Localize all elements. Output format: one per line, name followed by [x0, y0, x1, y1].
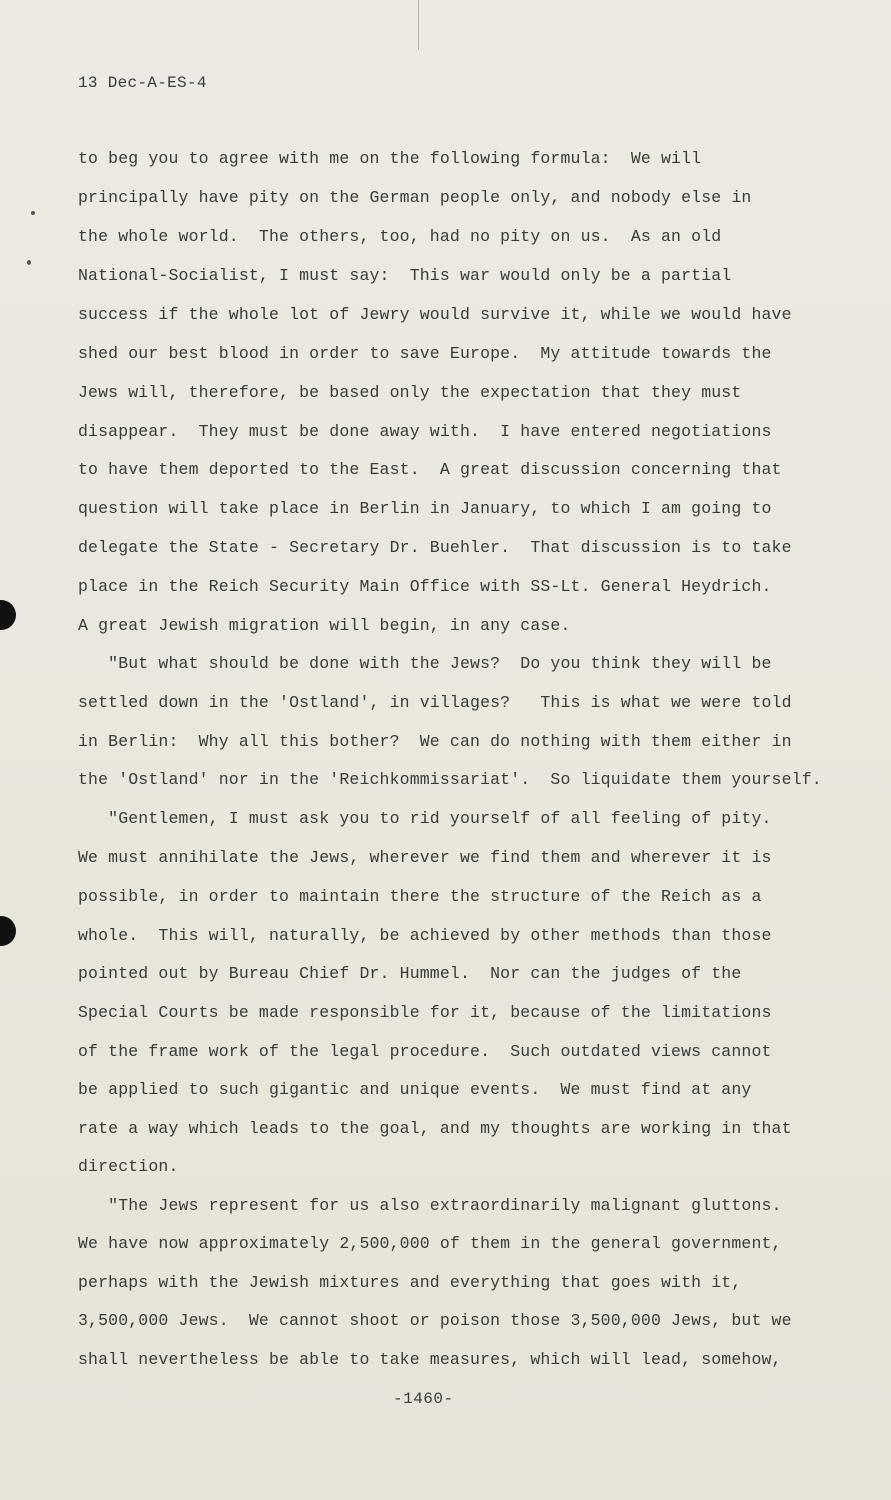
- text-line: possible, in order to maintain there the structure of the Reich as a: [78, 887, 762, 906]
- text-line: principally have pity on the German people only, and nobody else in: [78, 188, 752, 207]
- text-line: Special Courts be made responsible for it, because of the limitations: [78, 1003, 772, 1022]
- text-line: place in the Reich Security Main Office with SS-Lt. General Heydrich.: [78, 577, 772, 596]
- text-line: whole. This will, naturally, be achieved by other methods than those: [78, 926, 772, 945]
- text-line: disappear. They must be done away with. I have entered negotiations: [78, 422, 772, 441]
- page-number: -1460-: [393, 1390, 454, 1408]
- text-line: to have them deported to the East. A great discussion concerning that: [78, 460, 782, 479]
- text-line: question will take place in Berlin in January, to which I am going to: [78, 499, 772, 518]
- text-line: the 'Ostland' nor in the 'Reichkommissariat'. So liquidate them yourself.: [78, 770, 822, 789]
- text-line: A great Jewish migration will begin, in any case.: [78, 616, 571, 635]
- text-line: shed our best blood in order to save Europe. My attitude towards the: [78, 344, 772, 363]
- ink-speck: [27, 260, 31, 265]
- text-line: of the frame work of the legal procedure. Such outdated views cannot: [78, 1042, 772, 1061]
- text-line: delegate the State - Secretary Dr. Buehler. That discussion is to take: [78, 538, 792, 557]
- text-line: rate a way which leads to the goal, and my thoughts are working in that: [78, 1119, 792, 1138]
- text-line: 3,500,000 Jews. We cannot shoot or poison those 3,500,000 Jews, but we: [78, 1311, 792, 1330]
- text-line: in Berlin: Why all this bother? We can do nothing with them either in: [78, 732, 792, 751]
- text-line: We must annihilate the Jews, wherever we find them and wherever it is: [78, 848, 772, 867]
- text-line: We have now approximately 2,500,000 of them in the general government,: [78, 1234, 782, 1253]
- text-line: success if the whole lot of Jewry would survive it, while we would have: [78, 305, 792, 324]
- ink-speck: [31, 211, 35, 215]
- text-line: to beg you to agree with me on the following formula: We will: [78, 149, 702, 168]
- text-line: be applied to such gigantic and unique events. We must find at any: [78, 1080, 752, 1099]
- text-line: the whole world. The others, too, had no pity on us. As an old: [78, 227, 722, 246]
- text-line: shall nevertheless be able to take measures, which will lead, somehow,: [78, 1350, 782, 1369]
- text-line: direction.: [78, 1157, 179, 1176]
- text-line: perhaps with the Jewish mixtures and everything that goes with it,: [78, 1273, 742, 1292]
- document-header: 13 Dec-A-ES-4: [78, 74, 207, 92]
- text-line: National-Socialist, I must say: This war would only be a partial: [78, 266, 732, 285]
- text-line: settled down in the 'Ostland', in villages? This is what we were told: [78, 693, 792, 712]
- punch-hole-upper: [0, 600, 16, 630]
- text-line: "But what should be done with the Jews? Do you think they will be: [78, 654, 772, 673]
- text-line: Jews will, therefore, be based only the expectation that they must: [78, 383, 742, 402]
- text-line: "The Jews represent for us also extraordinarily malignant gluttons.: [78, 1196, 782, 1215]
- fold-mark: [418, 0, 419, 50]
- punch-hole-lower: [0, 916, 16, 946]
- text-line: "Gentlemen, I must ask you to rid yourself of all feeling of pity.: [78, 809, 772, 828]
- text-line: pointed out by Bureau Chief Dr. Hummel. Nor can the judges of the: [78, 964, 742, 983]
